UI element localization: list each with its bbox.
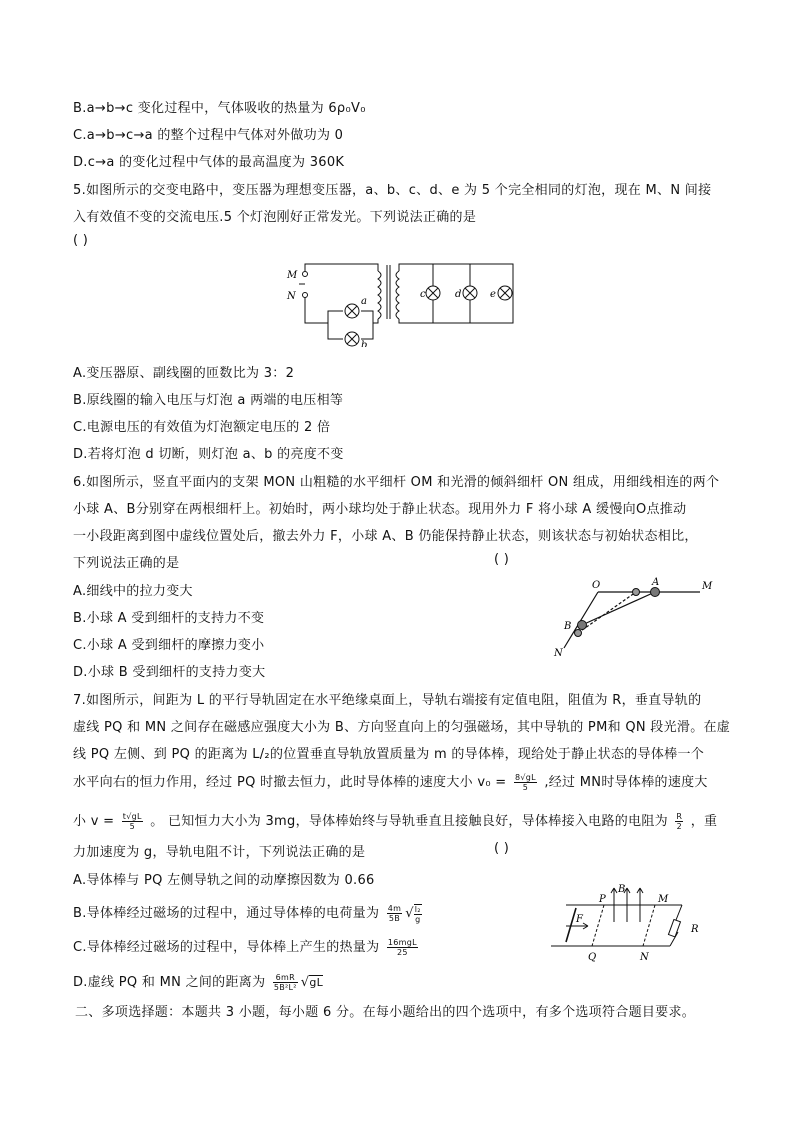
- label-field-B: B: [618, 884, 626, 895]
- distance-numerator: 6mR: [273, 973, 298, 983]
- v-formula: [122, 812, 143, 831]
- transformer-circuit-figure: [283, 257, 523, 347]
- label-e: e: [490, 289, 496, 300]
- v-numerator: t√gL: [122, 812, 142, 821]
- option-7a: A.导体棒与 PQ 左侧导轨之间的动摩擦因数为 0.66: [73, 873, 375, 888]
- question-7-text-5a: 小 v =: [73, 814, 115, 829]
- lamp-a-icon: [345, 304, 359, 318]
- option-7d: D.虚线 PQ 和 MN 之间的距离为 $\frac{6mR}{\text{5B²L²}}$ √gL: [73, 973, 324, 992]
- question-7-text-4: [73, 771, 708, 792]
- label-c: c: [420, 289, 426, 300]
- question-5-text-2: 入有效值不变的交流电压.5 个灯泡刚好正常发光。下列说法正确的是: [73, 210, 477, 225]
- option-5c: C.电源电压的有效值为灯泡额定电压的 2 倍: [73, 420, 331, 435]
- label-N: N: [287, 291, 296, 302]
- question-7-answer-paren: ( ): [494, 841, 510, 856]
- option-5a: A.变压器原、副线圈的匝数比为 3：2: [73, 366, 295, 381]
- label-F: F: [576, 914, 583, 925]
- option-4c: C.a→b→c→a 的整个过程中气体对外做功为 0: [73, 128, 344, 143]
- option-7b-text: B.导体棒经过磁场的过程中，通过导体棒的电荷量为: [73, 906, 380, 921]
- question-7-text-6: 力加速度为 g，导轨电阻不计，下列说法正确的是: [73, 845, 366, 860]
- label-B: B: [564, 621, 572, 632]
- option-7c: [73, 936, 421, 957]
- question-7-text-1: 7.如图所示，间距为 L 的平行导轨固定在水平绝缘桌面上，导轨右端接有定值电阻，阻值为 R，垂直导轨的: [73, 693, 702, 708]
- lamp-b-icon: [345, 332, 359, 346]
- question-6-text-2: 小球 A、B分别穿在两根细杆上。初始时，两小球均处于静止状态。现用外力 F 将小球 A 缓慢向O点推动: [73, 502, 687, 517]
- option-6d: D.小球 B 受到细杆的支持力变大: [73, 665, 266, 680]
- label-M: M: [287, 270, 298, 281]
- resistance-formula: [675, 812, 683, 831]
- label-O: O: [592, 580, 601, 591]
- distance-denominator: 5B²L²: [273, 983, 297, 992]
- label-rail-N: N: [640, 952, 649, 963]
- distance-formula: [273, 973, 298, 992]
- option-4d: D.c→a 的变化过程中气体的最高温度为 360K: [73, 155, 345, 170]
- option-6c: C.小球 A 受到细杆的摩擦力变小: [73, 638, 265, 653]
- v0-numerator: 8√gL: [514, 773, 536, 782]
- option-7b: B.导体棒经过磁场的过程中，通过导体棒的电荷量为 $\frac{4m}{5B}$ √ $\frac{\text{l₂}}{g}$: [73, 904, 421, 924]
- heat-denominator: 25: [396, 948, 408, 957]
- question-7-text-5b: 。 已知恒力大小为 3mg，导体棒始终与导轨垂直且接触良好，导体棒接入电路的电阻为: [150, 814, 668, 829]
- charge-formula: [387, 904, 402, 923]
- charge-numerator: 4m: [387, 904, 402, 913]
- resistance-numerator: R: [676, 812, 683, 821]
- label-b: b: [361, 340, 368, 347]
- label-R: R: [691, 924, 699, 935]
- heat-numerator: 16mgL: [387, 938, 417, 947]
- lamp-c-icon: [426, 286, 440, 300]
- option-6a: A.细线中的拉力变大: [73, 584, 193, 599]
- v-denominator: 5: [129, 822, 135, 831]
- lamp-d-icon: [463, 286, 477, 300]
- question-6-answer-paren: ( ): [494, 552, 510, 567]
- v0-formula: [514, 773, 537, 792]
- question-5-text-1: 5.如图所示的交变电路中，变压器为理想变压器，a、b、c、d、e 为 5 个完全相同的灯泡，现在 M、N 间接: [73, 183, 712, 198]
- option-7c-text: C.导体棒经过磁场的过程中，导体棒上产生的热量为: [73, 940, 380, 955]
- v0-denominator: 5: [522, 783, 529, 792]
- label-rod-M: M: [702, 581, 713, 592]
- option-7d-text: D.虚线 PQ 和 MN 之间的距离为: [73, 975, 266, 990]
- option-5d: D.若将灯泡 d 切断，则灯泡 a、b 的亮度不变: [73, 447, 344, 462]
- rods-figure: [550, 575, 720, 660]
- option-6b: B.小球 A 受到细杆的支持力不变: [73, 611, 265, 626]
- option-5b: B.原线圈的输入电压与灯泡 a 两端的电压相等: [73, 393, 344, 408]
- label-d: d: [455, 289, 462, 300]
- rails-figure: [548, 880, 718, 965]
- label-A: A: [652, 577, 660, 588]
- question-5-answer-paren: ( ): [73, 233, 89, 248]
- lamp-e-icon: [498, 286, 512, 300]
- label-rail-M: M: [658, 894, 669, 905]
- label-P: P: [599, 894, 606, 905]
- option-4b: B.a→b→c 变化过程中，气体吸收的热量为 6ρ₀V₀: [73, 101, 366, 116]
- question-6-text-4: 下列说法正确的是: [73, 556, 180, 571]
- charge-root-numerator: l₂: [414, 904, 421, 914]
- label-a: a: [361, 296, 367, 307]
- heat-formula: [387, 938, 418, 957]
- distance-root: gL: [309, 976, 324, 989]
- question-6-text-3: 一小段距离到图中虚线位置处后，撤去外力 F，小球 A、B 仍能保持静止状态，则该状态与初始状态相比，: [73, 529, 698, 544]
- section-2-heading: 二、多项选择题：本题共 3 小题，每小题 6 分。在每小题给出的四个选项中，有多个选项符合题目要求。: [75, 1005, 696, 1020]
- charge-root-denominator: g: [415, 914, 421, 924]
- question-7-text-4a: 水平向右的恒力作用，经过 PQ 时撤去恒力，此时导体棒的速度大小 v₀ =: [73, 775, 507, 790]
- label-Q: Q: [588, 952, 597, 963]
- question-7-text-5c: ，重: [690, 814, 718, 829]
- label-rod-N: N: [554, 648, 563, 659]
- question-7-text-2: 虚线 PQ 和 MN 之间存在磁感应强度大小为 B、方向竖直向上的匀强磁场，其中导轨的 PM和 QN 段光滑。在虚: [73, 720, 731, 735]
- charge-denominator: 5B: [388, 914, 401, 923]
- question-7-text-4b: ,经过 MN时导体棒的速度大: [544, 775, 708, 790]
- charge-root-formula: [414, 904, 422, 924]
- question-6-text-1: 6.如图所示，竖直平面内的支架 MON 山粗糙的水平细杆 OM 和光滑的倾斜细杆 ON 组成，用细线相连的两个: [73, 475, 720, 490]
- question-7-text-5: [73, 810, 717, 831]
- resistance-denominator: 2: [676, 822, 683, 831]
- question-7-text-3: 线 PQ 左侧、到 PQ 的距离为 L/₂的位置垂直导轨放置质量为 m 的导体棒，现给处于静止状态的导体棒一个: [73, 747, 705, 762]
